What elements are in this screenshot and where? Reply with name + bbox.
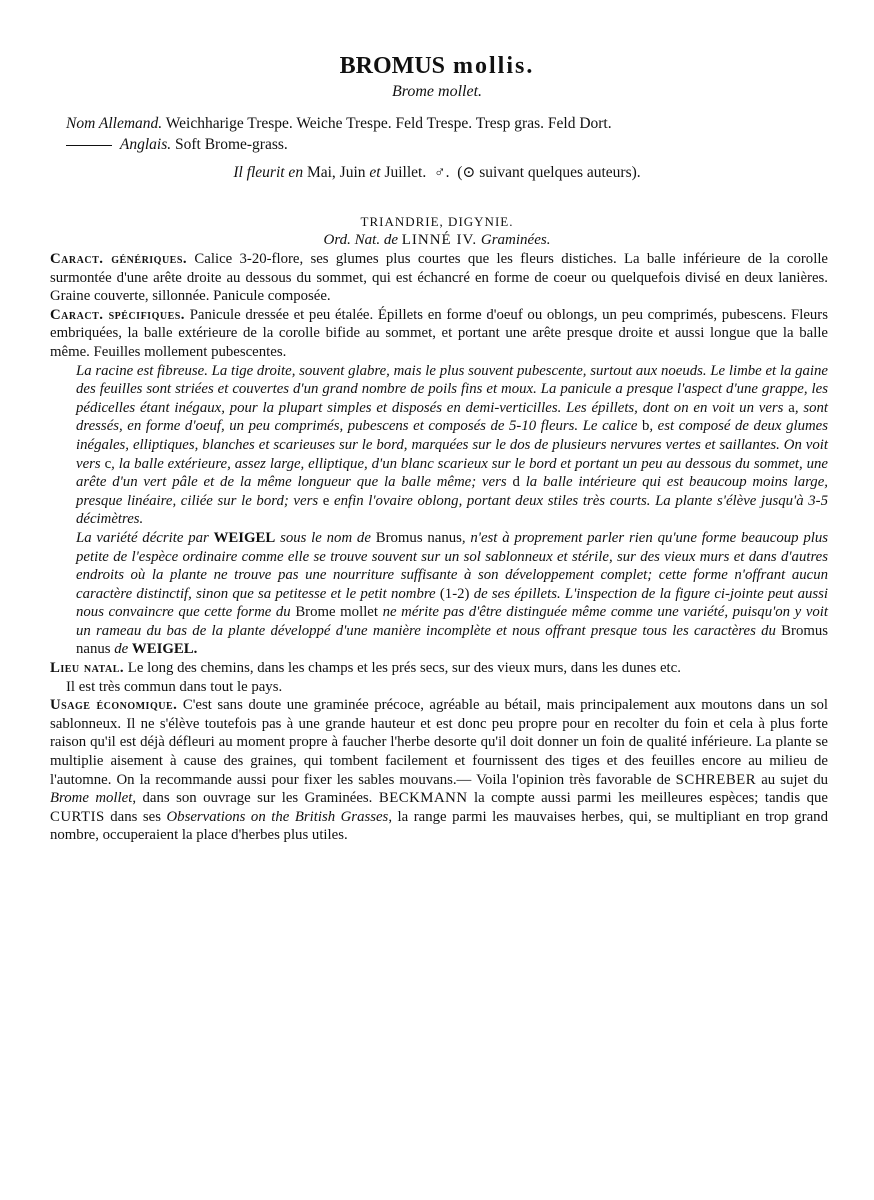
flowering-note: (⊙ suivant quelques auteurs). (457, 164, 641, 181)
usage-label: Usage économique. (50, 697, 178, 714)
german-names: Weichharige Trespe. Weiche Trespe. Feld Trespe. Tresp gras. Feld Dort. (165, 115, 612, 132)
usage-text: dans ses (110, 808, 161, 825)
main-text (50, 250, 828, 845)
author-curtis: CURTIS (50, 808, 105, 825)
figure-letter-d: d (512, 474, 520, 491)
linnaean-class: TRIANDRIE, DIGYNIE. (360, 214, 514, 229)
usage-text: au sujet du (761, 771, 829, 788)
desc-text: La variété décrite par (76, 529, 209, 546)
usage-text: C'est sans doute une graminée précoce, agréable au bétail, mais principalement aux moutons dans un sol sablonneux. Il ne s'élève toutefois pas à une grande hauteur et est donc peu propre pour en recolter du foin et cela à plus forte raison qu'il est déjà défleuri au moment propre à faucher l'herbe desorte qu'il doit donner un foin de qualité inférieure. La plante se multiplie aisement à cause des graines, qui tombent facilement et fournissent des tiges et des feuilles encore au milieu de l'automne. On la recommande aussi pour fixer les sables mouvans.— Voila l'opinion très favorable de (50, 697, 828, 788)
desc-text: de (114, 641, 129, 658)
habitat-frequency: Il est très commun dans tout le pays. (66, 678, 283, 695)
generic-text: Calice 3-20-flore, ses glumes plus courtes que les fleurs distiches. La balle inférieure de la corolle surmontée d'une arête droite au dessous du sommet, qui est échancré en forme de coeur ou quelquefois divisé en deux lanières. Graine couverte, sillonnée. Panicule composée. (50, 251, 828, 305)
taxon-bromus-nanus: Bromus nanus (375, 529, 462, 546)
count-range: (1-2) (439, 585, 470, 602)
economic-usage (50, 696, 828, 845)
english-label: Anglais. (119, 136, 172, 153)
flowering-line (0, 162, 874, 183)
german-names-line (66, 113, 846, 134)
desc-text: enfin l'ovaire oblong, portant deux stiles très courts. La plante s'élève jusqu'à 3-5 décimètres. (76, 492, 829, 528)
usage-text: , la range parmi les mauvaises herbes, qui, se multipliant en trop grand nombre, occuperaient la place d'herbes plus utiles. (50, 808, 828, 844)
desc-text: de ses épillets. L'inspection de la figure ci-jointe peut aussi nous convaincre que cette forme du (76, 585, 829, 621)
german-label: Nom Allemand. (66, 115, 163, 132)
flowering-months-b: Juillet. (384, 164, 427, 181)
family-name: Graminées. (480, 232, 551, 248)
english-names: Soft Brome-grass. (175, 136, 288, 153)
flowering-et: et (369, 164, 381, 181)
desc-text: , est composé de deux glumes inégales, elliptiques, blanches et scarieuses sur le bord, marquées sur le dos de plusieurs nervures vertes et saillantes. On voit vers (76, 418, 828, 472)
desc-text: , la balle extérieure, assez large, elliptique, d'un blanc scarieux sur le bord et portant un peu au dessous du sommet, une arête d'un vert pâle et de la même longueur que la balle même; vers (76, 455, 829, 491)
ditto-dash (66, 145, 112, 146)
author-schreber: SCHREBER (675, 771, 757, 788)
species-name: mollis. (453, 53, 535, 79)
taxon-brome-mollet: Brome mollet (50, 790, 133, 807)
natural-order (0, 231, 874, 250)
desc-text: , sont dressés, en forme d'oeuf, un peu comprimés, pubescens et composés de 5-10 fleurs. Le calice (76, 399, 828, 435)
description-paragraph-1 (50, 362, 828, 529)
taxon-bromus-nanus: Bromus nanus (76, 622, 829, 658)
flowering-months-a: Mai, Juin (306, 164, 366, 181)
usage-text: la compte aussi parmi les meilleures espèces; tandis que (473, 790, 828, 807)
habitat-label: Lieu natal. (50, 660, 125, 677)
author-weigel: WEIGEL. (131, 641, 198, 658)
figure-letter-c: c (104, 455, 112, 472)
figure-letter-b: b (641, 418, 650, 435)
book-title: Observations on the British Grasses (166, 808, 389, 825)
vernacular-names (66, 113, 846, 155)
figure-letter-e: e (322, 492, 330, 509)
page-title (0, 52, 874, 80)
usage-text: , dans son ouvrage sur les Graminées. (132, 790, 373, 807)
taxon-brome-mollet: Brome mollet (295, 604, 378, 621)
perennial-symbol: ♂. (433, 164, 450, 181)
author-weigel: WEIGEL (213, 529, 276, 546)
figure-letter-a: a (788, 399, 795, 416)
desc-text: La racine est fibreuse. La tige droite, souvent glabre, mais le plus souvent pubescente, surtout aux noeuds. Le limbe et la gaine des feuilles sont striées et couvertes d'un grand nombre de poils fins et moux. La panicule a presque l'aspect d'une grappe, les pédicelles étant inégaux, pour la plupart simples et disposés en demi-verticilles. Les épillets, dont on en voit un vers (76, 362, 828, 416)
generic-characters (50, 250, 828, 306)
flowering-prefix: Il fleurit en (233, 164, 304, 181)
english-names-line (66, 134, 846, 155)
specific-label: Caract. spécifiques. (50, 306, 186, 323)
habitat-text: Le long des chemins, dans les champs et les prés secs, sur des vieux murs, dans les dunes etc. (127, 660, 681, 677)
generic-label: Caract. génériques. (50, 251, 188, 267)
genus-name: BROMUS (339, 53, 445, 79)
common-name: Brome mollet. (391, 83, 483, 100)
description-paragraph-2 (50, 529, 828, 659)
desc-text: sous le nom de (280, 529, 371, 546)
habitat (50, 659, 828, 678)
specific-text: Panicule dressée et peu étalée. Épillets en forme d'oeuf ou oblongs, un peu comprimés, pubescens. Fleurs embriquées, la balle extérieure de la corolle bifide au sommet, et portant une arête presque droite et aussi longue que la balle même. Feuilles mollement pubescentes. (50, 306, 828, 360)
specific-characters (50, 306, 828, 362)
desc-text: , n'est à proprement parler rien qu'une forme beaucoup plus petite de l'espèce ordinaire comme elle se trouve souvent sur un sol sablonneux et stérile, sur des vieux murs et dans d'autres endroits où la plante ne trouve pas une nourriture suffisante à son développement complet; cette forme n'offrant aucun caractère distinctif, sinon que sa petitesse et le petit nombre (76, 529, 829, 602)
desc-text: ne mérite pas d'être distinguée même comme une variété, puisqu'on y voit un rameau du bas de la plante développé d'une manière incomplète et nous offrant presque tous les caractères du (76, 604, 829, 639)
desc-text: la balle intérieure qui est beaucoup moins large, presque linéaire, ciliée sur le bord; vers (76, 474, 828, 509)
author-beckmann: BECKMANN (378, 790, 468, 807)
ord-prefix: Ord. Nat. de (323, 232, 398, 248)
linne-ref: LINNÉ IV. (401, 232, 478, 248)
